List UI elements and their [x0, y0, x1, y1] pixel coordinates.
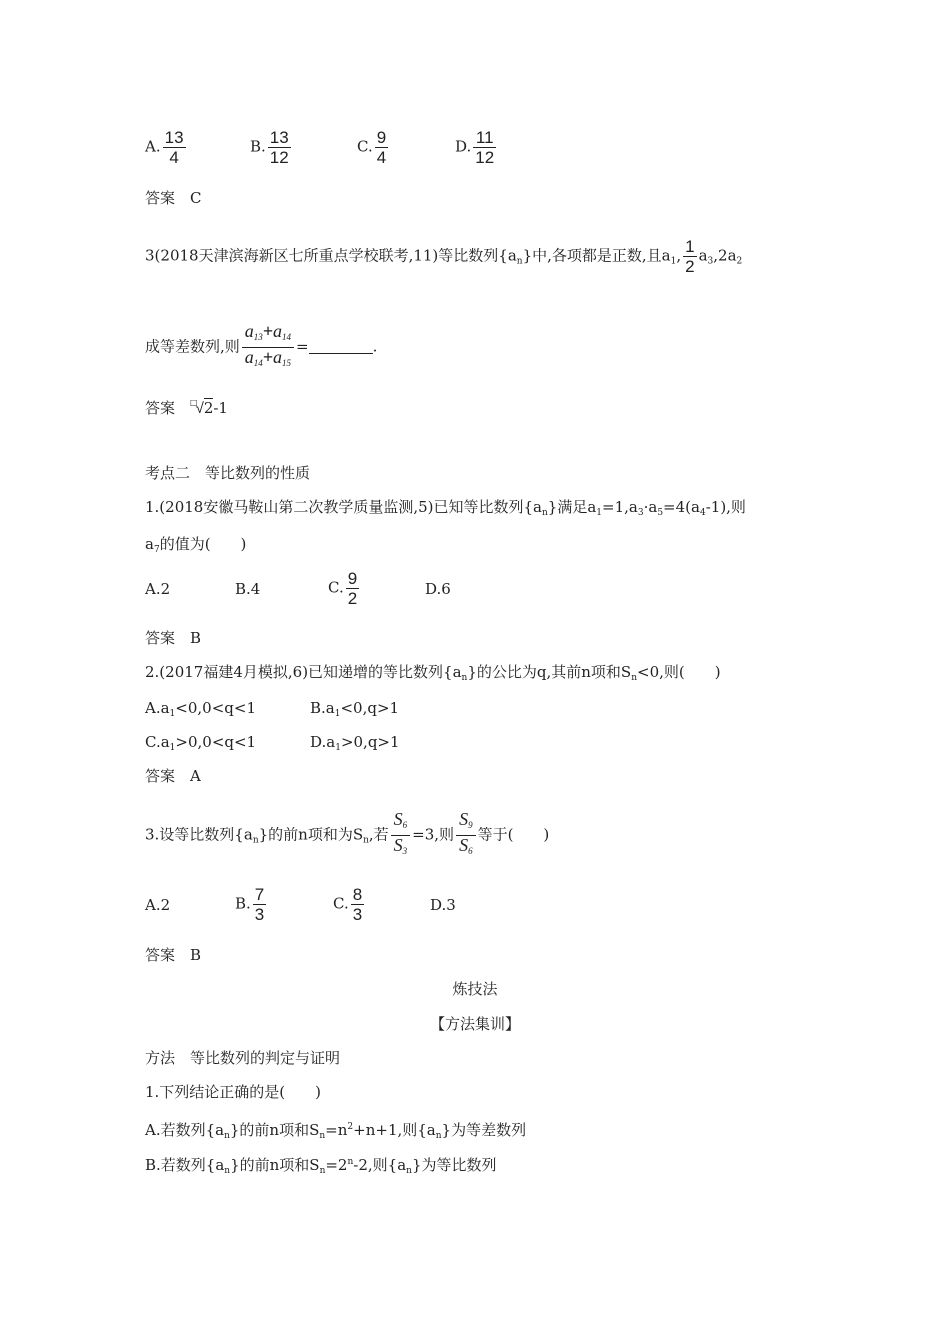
method-heading: 方法 等比数列的判定与证明 — [145, 1049, 341, 1067]
fraction: $\frac{11}{12}$ — [475, 128, 495, 167]
answer: 答案 B — [145, 946, 202, 964]
fraction: $\frac{9}{2}$ — [347, 569, 358, 608]
question-text: 1.(2018安徽马鞍山第二次教学质量监测,5)已知等比数列$\{a_n\}$满足$a_1=1,a_3\cdot a_5=4(a_4-1)$,则 — [145, 498, 746, 518]
fraction: $\frac{a_{13}+a_{14}}{a_{14}+a_{15}}$ — [242, 322, 294, 373]
option-c: C. $\frac{9}{4}$ — [357, 128, 387, 167]
fraction: $\frac{13}{12}$ — [269, 128, 289, 167]
answer: 答案 C — [145, 189, 202, 207]
fraction: $\frac{S_6}{S_3}$ — [391, 810, 411, 861]
option-b: B.4 — [235, 580, 261, 598]
section-subtitle: 【方法集训】 — [429, 1015, 520, 1033]
fraction: $\frac{13}{4}$ — [164, 128, 184, 167]
option-b: B.若数列$\{a_n\}$的前n项和$S_n=2^n-2$,则$\{a_n\}$为等比数列 — [145, 1156, 497, 1176]
option-d: D. $\frac{11}{12}$ — [455, 128, 495, 167]
option-a: $A.a_1<0,0<q<1$ — [145, 699, 256, 719]
fraction: $\frac{1}{2}$ — [685, 237, 695, 276]
option-a: A. $\frac{13}{4}$ — [145, 128, 184, 167]
question-text: 2.(2017福建4月模拟,6)已知递增的等比数列$\{a_n\}$的公比为q,其前n项和$S_n<0$,则( ) — [145, 663, 721, 683]
section-title: 炼技法 — [452, 980, 498, 998]
answer: 答案 A — [145, 767, 201, 785]
question-text: 3(2018天津滨海新区七所重点学校联考,11)等比数列$\{a_n\}$中,各项都是正数,且$a_1$, $\frac{1}{2}$ $a_3,2a_2$ — [145, 237, 743, 276]
section-heading: 考点二 等比数列的性质 — [145, 464, 311, 482]
question-text: 3.设等比数列$\{a_n\}$的前n项和为$S_n$,若 $\frac{S_6}{S_3}$ =3,则 $\frac{S_9}{S_6}$ 等于( ) — [145, 810, 549, 861]
answer-blank — [309, 339, 373, 354]
option-d: D.6 — [425, 580, 451, 598]
option-b: B. $\frac{13}{12}$ — [250, 128, 289, 167]
option-a: A.2 — [145, 580, 171, 598]
option-b: $B.a_1<0,q>1$ — [310, 699, 400, 719]
answer: 答案 B — [145, 629, 202, 647]
option-c: C. $\frac{8}{3}$ — [333, 885, 363, 924]
question-text: $a_7$的值为( ) — [145, 535, 247, 555]
fraction: $\frac{S_9}{S_6}$ — [456, 810, 476, 861]
fraction: $\frac{9}{4}$ — [376, 128, 387, 167]
option-a: A.2 — [145, 896, 171, 914]
answer: 答案 □√2-1 — [145, 398, 228, 417]
option-d: $D.a_1>0,q>1$ — [310, 733, 400, 753]
option-b: B. $\frac{7}{3}$ — [235, 885, 265, 924]
option-c: $C.a_1>0,0<q<1$ — [145, 733, 257, 753]
option-d: D.3 — [430, 896, 456, 914]
fraction: $\frac{7}{3}$ — [254, 885, 265, 924]
root-sign: √ — [195, 400, 204, 417]
question-text: 成等差数列,则 $\frac{a_{13}+a_{14}}{a_{14}+a_{15}}$ = . — [145, 322, 377, 373]
fraction: $\frac{8}{3}$ — [352, 885, 363, 924]
option-a: A.若数列$\{a_n\}$的前n项和$S_n=n^2+n+1$,则$\{a_n\}$为等差数列 — [145, 1121, 527, 1141]
option-c: C. $\frac{9}{2}$ — [328, 569, 358, 608]
question-text: 1.下列结论正确的是( ) — [145, 1083, 322, 1101]
